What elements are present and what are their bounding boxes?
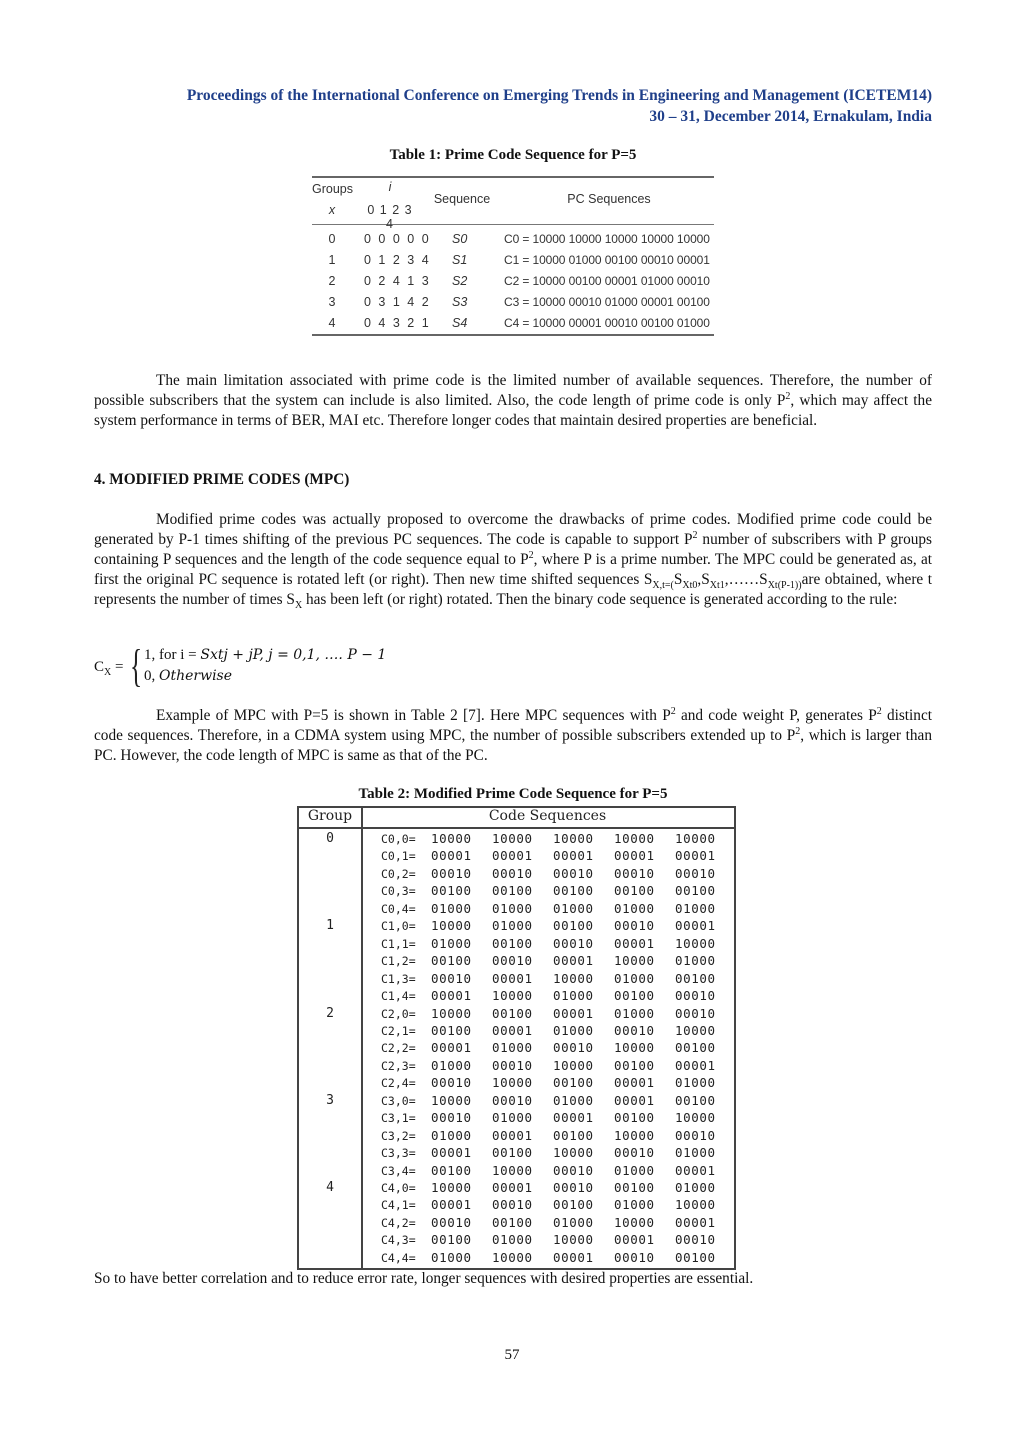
table2-code-chip: 01000 bbox=[614, 1005, 655, 1021]
table2-row bbox=[381, 1023, 727, 1040]
table1-cell-seq: S1 bbox=[452, 253, 468, 267]
table2-code-chip: 00001 bbox=[614, 848, 655, 864]
table2-code-chip: 00001 bbox=[492, 848, 533, 864]
table2-code-chip: 00100 bbox=[431, 1162, 472, 1178]
table1-cell-pc: C0 = 10000 10000 10000 10000 10000 bbox=[504, 232, 710, 246]
table2-code-chip: 00100 bbox=[675, 1040, 716, 1056]
table2-code-label: C0,3= bbox=[381, 884, 416, 899]
table2-code-chip: 00100 bbox=[492, 1005, 533, 1021]
table2-code-chip: 00010 bbox=[675, 865, 716, 881]
table2-code-chip: 10000 bbox=[431, 918, 472, 934]
table2-group-label: 1 bbox=[326, 918, 334, 934]
table2-code-chip: 00010 bbox=[492, 953, 533, 969]
table2-row bbox=[381, 1232, 727, 1249]
table2-code-chip: 10000 bbox=[553, 1145, 594, 1161]
table1-col-i: i bbox=[388, 180, 392, 194]
table2-code-chip: 00001 bbox=[675, 1214, 716, 1230]
table2-code-chip: 01000 bbox=[431, 900, 472, 916]
table1-cell-pc: C1 = 10000 01000 00100 00010 00001 bbox=[504, 253, 710, 267]
table2-code-chip: 01000 bbox=[675, 1075, 716, 1091]
table2-code-chip: 10000 bbox=[553, 1232, 594, 1248]
table2-code-chip: 00001 bbox=[431, 848, 472, 864]
table2-row bbox=[381, 1145, 727, 1162]
table2-code-chip: 10000 bbox=[614, 831, 655, 846]
table2-group-label: 0 bbox=[326, 831, 334, 846]
table2-col-group: Group bbox=[307, 808, 353, 824]
table2-code-label: C1,4= bbox=[381, 989, 416, 1004]
table2-code-chip: 00010 bbox=[614, 1249, 655, 1265]
table1-cell-pc: C2 = 10000 00100 00001 01000 00010 bbox=[504, 274, 710, 288]
table2-col-codes: Code Sequences bbox=[488, 808, 607, 824]
table2-code-chip: 00001 bbox=[492, 1127, 533, 1143]
table2-code-label: C0,2= bbox=[381, 866, 416, 881]
table2-code-chip: 00010 bbox=[492, 865, 533, 881]
table2-row bbox=[381, 1128, 727, 1145]
table2-code-label: C3,4= bbox=[381, 1163, 416, 1178]
table2-code-chip: 10000 bbox=[553, 970, 594, 986]
table1-row bbox=[312, 229, 714, 250]
table1-cell-seq: S0 bbox=[452, 232, 468, 246]
table2-code-chip: 00001 bbox=[492, 1180, 533, 1195]
table2-code-chip: 00010 bbox=[553, 1040, 594, 1056]
table1-row bbox=[312, 250, 714, 271]
table2-code-chip: 10000 bbox=[553, 1057, 594, 1073]
table2-code-chip: 00001 bbox=[614, 1092, 655, 1108]
table2-code-chip: 00100 bbox=[492, 883, 533, 899]
table2-row bbox=[381, 1006, 727, 1023]
table2-code-chip: 00001 bbox=[553, 1005, 594, 1021]
table2-code-chip: 01000 bbox=[492, 1110, 533, 1126]
table2-code-chip: 00001 bbox=[675, 848, 716, 864]
table1-col-sequence: Sequence bbox=[433, 192, 491, 206]
table2-group-label: 4 bbox=[326, 1180, 334, 1195]
table1-cell-x: 1 bbox=[328, 253, 336, 267]
table2-row bbox=[381, 883, 727, 900]
table1-col-i-values: 0 1 2 3 4 bbox=[367, 203, 413, 231]
table2-code-label: C1,3= bbox=[381, 971, 416, 986]
table2-code-label: C2,0= bbox=[381, 1006, 416, 1021]
table2-code-chip: 00010 bbox=[492, 1197, 533, 1213]
table2-code-chip: 01000 bbox=[614, 1197, 655, 1213]
table2 bbox=[297, 806, 736, 1270]
table2-code-chip: 10000 bbox=[431, 1092, 472, 1108]
table2-code-chip: 00010 bbox=[675, 1005, 716, 1021]
table2-code-chip: 10000 bbox=[675, 1110, 716, 1126]
table2-code-chip: 01000 bbox=[431, 1057, 472, 1073]
table2-code-chip: 00001 bbox=[553, 1110, 594, 1126]
table1 bbox=[312, 176, 714, 336]
table2-code-label: C4,1= bbox=[381, 1198, 416, 1213]
table2-code-chip: 01000 bbox=[492, 918, 533, 934]
table2-code-chip: 10000 bbox=[492, 1162, 533, 1178]
table2-code-label: C0,4= bbox=[381, 901, 416, 916]
left-brace-icon: { bbox=[130, 640, 143, 691]
paragraph-mpc-description: Modified prime codes was actually proposed to overcome the drawbacks of prime codes. Modified prime code could be generated by P-1 times shifting of the previous PC sequences. The code is capable to support $P^2$ number of subscribers with P groups containing P sequences and the length of the code sequence equal to $P^2$, where P is a prime number. The MPC could be generated as, at first the original PC sequence is rotated left (or right). Then new time shifted sequences $S_{X,t=(}S_{Xt0},S_{Xt1},\dots\dots S_{Xt(P-1))}are$ obtained, where t represents the number of times $S_X$ has been left (or right) rotated. Then the binary code sequence is generated according to the rule: bbox=[94, 511, 932, 612]
table2-code-chip: 01000 bbox=[553, 988, 594, 1004]
formula-lhs: $C_X$ = bbox=[94, 659, 124, 678]
table2-code-chip: 01000 bbox=[675, 953, 716, 969]
table2-row bbox=[381, 831, 727, 848]
table2-header-divider bbox=[299, 827, 734, 829]
table2-row bbox=[381, 1180, 727, 1197]
table2-code-chip: 00001 bbox=[675, 918, 716, 934]
table2-code-chip: 00001 bbox=[492, 1022, 533, 1038]
table2-code-chip: 00001 bbox=[675, 1057, 716, 1073]
table1-col-x: x bbox=[328, 203, 336, 217]
table2-code-chip: 10000 bbox=[553, 831, 594, 846]
table2-code-chip: 00100 bbox=[553, 1127, 594, 1143]
table2-code-label: C1,1= bbox=[381, 936, 416, 951]
table2-code-chip: 01000 bbox=[675, 1180, 716, 1195]
table2-code-chip: 00100 bbox=[492, 1145, 533, 1161]
table2-code-chip: 00010 bbox=[614, 918, 655, 934]
table2-row bbox=[381, 901, 727, 918]
table2-code-label: C2,4= bbox=[381, 1076, 416, 1091]
table2-code-chip: 00001 bbox=[675, 1162, 716, 1178]
table2-code-label: C2,2= bbox=[381, 1041, 416, 1056]
table2-code-label: C2,1= bbox=[381, 1023, 416, 1038]
table1-cell-seq: S4 bbox=[452, 316, 468, 330]
table1-cell-pc: C3 = 10000 00010 01000 00001 00100 bbox=[504, 295, 710, 309]
table1-cell-x: 3 bbox=[328, 295, 336, 309]
table2-code-label: C4,2= bbox=[381, 1215, 416, 1230]
table2-row bbox=[381, 866, 727, 883]
table1-col-pc: PC Sequences bbox=[567, 192, 651, 206]
table2-code-chip: 01000 bbox=[431, 935, 472, 951]
table2-code-chip: 00001 bbox=[431, 1145, 472, 1161]
table1-row bbox=[312, 292, 714, 313]
table1-col-groups: Groups bbox=[312, 182, 353, 196]
table2-group-label: 2 bbox=[326, 1005, 334, 1021]
table2-code-chip: 01000 bbox=[431, 1127, 472, 1143]
table2-code-label: C1,2= bbox=[381, 954, 416, 969]
table2-code-chip: 01000 bbox=[553, 1214, 594, 1230]
table2-code-chip: 01000 bbox=[492, 1040, 533, 1056]
table2-code-chip: 00100 bbox=[614, 883, 655, 899]
table2-code-chip: 01000 bbox=[553, 1092, 594, 1108]
table1-cell-i: 0 4 3 2 1 bbox=[364, 316, 431, 330]
table2-code-chip: 10000 bbox=[614, 1040, 655, 1056]
table2-code-chip: 00010 bbox=[675, 1127, 716, 1143]
table1-cell-i: 0 2 4 1 3 bbox=[364, 274, 431, 288]
table2-code-chip: 00100 bbox=[553, 1197, 594, 1213]
table2-caption: Table 2: Modified Prime Code Sequence for P=5 bbox=[358, 786, 668, 802]
table2-code-chip: 00010 bbox=[614, 1145, 655, 1161]
table2-code-chip: 00100 bbox=[675, 1249, 716, 1265]
formula-case-2: 0, Otherwise bbox=[144, 668, 233, 684]
table2-row bbox=[381, 918, 727, 935]
table2-code-label: C4,0= bbox=[381, 1181, 416, 1195]
table2-code-chip: 00001 bbox=[553, 1249, 594, 1265]
table2-code-chip: 00100 bbox=[431, 953, 472, 969]
table2-code-chip: 00010 bbox=[431, 865, 472, 881]
table2-code-chip: 00001 bbox=[614, 935, 655, 951]
table2-code-chip: 00010 bbox=[553, 1180, 594, 1195]
table2-code-chip: 01000 bbox=[492, 1232, 533, 1248]
table2-code-chip: 00001 bbox=[553, 848, 594, 864]
table2-code-chip: 00010 bbox=[614, 1022, 655, 1038]
table2-code-label: C3,2= bbox=[381, 1128, 416, 1143]
table2-code-chip: 00001 bbox=[431, 1197, 472, 1213]
table2-code-label: C3,3= bbox=[381, 1146, 416, 1161]
table1-cell-pc: C4 = 10000 00001 00010 00100 01000 bbox=[504, 316, 710, 330]
table2-code-chip: 01000 bbox=[614, 970, 655, 986]
table2-row bbox=[381, 1093, 727, 1110]
table1-row bbox=[312, 313, 714, 334]
table2-code-chip: 10000 bbox=[492, 1249, 533, 1265]
table2-code-label: C3,0= bbox=[381, 1093, 416, 1108]
table2-code-chip: 00100 bbox=[614, 1057, 655, 1073]
table2-code-label: C0,1= bbox=[381, 849, 416, 864]
table2-code-chip: 00100 bbox=[431, 1022, 472, 1038]
table2-code-chip: 01000 bbox=[431, 1249, 472, 1265]
table1-cell-seq: S2 bbox=[452, 274, 468, 288]
table2-row bbox=[381, 953, 727, 970]
section-heading-mpc: 4. MODIFIED PRIME CODES (MPC) bbox=[94, 471, 350, 488]
table2-code-chip: 01000 bbox=[553, 1022, 594, 1038]
table1-cell-x: 2 bbox=[328, 274, 336, 288]
table1-cell-x: 0 bbox=[328, 232, 336, 246]
table2-row bbox=[381, 1110, 727, 1127]
table2-code-chip: 10000 bbox=[614, 953, 655, 969]
table2-code-chip: 00100 bbox=[614, 988, 655, 1004]
table2-code-chip: 01000 bbox=[553, 900, 594, 916]
table2-code-chip: 01000 bbox=[492, 900, 533, 916]
table1-cell-x: 4 bbox=[328, 316, 336, 330]
table2-code-chip: 00100 bbox=[614, 1180, 655, 1195]
table2-code-chip: 00010 bbox=[431, 1110, 472, 1126]
table2-code-chip: 00100 bbox=[492, 1214, 533, 1230]
table2-code-chip: 00100 bbox=[614, 1110, 655, 1126]
table1-row bbox=[312, 271, 714, 292]
table2-code-chip: 00100 bbox=[431, 1232, 472, 1248]
table2-code-chip: 00010 bbox=[492, 1057, 533, 1073]
table2-row bbox=[381, 1040, 727, 1057]
table2-code-chip: 10000 bbox=[614, 1214, 655, 1230]
header-line-1: Proceedings of the International Conference on Emerging Trends in Engineering and Management (ICETEM14) bbox=[186, 87, 932, 104]
table2-code-chip: 00010 bbox=[553, 935, 594, 951]
table2-code-label: C2,3= bbox=[381, 1058, 416, 1073]
table2-row bbox=[381, 1163, 727, 1180]
table2-code-label: C4,3= bbox=[381, 1233, 416, 1248]
table2-code-chip: 01000 bbox=[614, 900, 655, 916]
table2-code-chip: 00010 bbox=[431, 970, 472, 986]
table2-code-label: C1,0= bbox=[381, 919, 416, 934]
table2-row bbox=[381, 1250, 727, 1267]
table2-code-chip: 10000 bbox=[675, 1197, 716, 1213]
table2-code-chip: 00001 bbox=[492, 970, 533, 986]
table2-code-label: C0,0= bbox=[381, 832, 416, 846]
table2-code-chip: 00001 bbox=[553, 953, 594, 969]
formula-case-1: 1, for i = Sxtj + jP, j = 0,1, …. P − 1 bbox=[144, 647, 387, 663]
table2-code-chip: 00010 bbox=[553, 865, 594, 881]
table2-row bbox=[381, 988, 727, 1005]
table2-row bbox=[381, 1075, 727, 1092]
table2-group-label: 3 bbox=[326, 1092, 334, 1108]
table2-code-chip: 00001 bbox=[614, 1232, 655, 1248]
table2-row bbox=[381, 971, 727, 988]
table2-code-chip: 10000 bbox=[431, 1005, 472, 1021]
table1-cell-i: 0 0 0 0 0 bbox=[364, 232, 431, 246]
table2-code-chip: 00100 bbox=[553, 883, 594, 899]
table2-code-chip: 00100 bbox=[431, 883, 472, 899]
table2-code-chip: 01000 bbox=[675, 900, 716, 916]
table2-code-chip: 00010 bbox=[675, 988, 716, 1004]
table2-code-chip: 10000 bbox=[492, 988, 533, 1004]
header-line-2: 30 – 31, December 2014, Ernakulam, India bbox=[649, 108, 932, 125]
table2-code-chip: 10000 bbox=[614, 1127, 655, 1143]
table2-code-chip: 10000 bbox=[675, 935, 716, 951]
table2-code-chip: 00100 bbox=[553, 1075, 594, 1091]
table2-code-chip: 00001 bbox=[614, 1075, 655, 1091]
table1-caption: Table 1: Prime Code Sequence for P=5 bbox=[389, 147, 637, 163]
table2-code-chip: 00010 bbox=[675, 1232, 716, 1248]
table2-row bbox=[381, 936, 727, 953]
table1-header bbox=[312, 178, 714, 231]
conference-header bbox=[94, 85, 932, 127]
table2-code-chip: 00010 bbox=[553, 1162, 594, 1178]
table1-cell-i: 0 1 2 3 4 bbox=[364, 253, 431, 267]
table2-code-chip: 00010 bbox=[431, 1075, 472, 1091]
table2-row bbox=[381, 1197, 727, 1214]
table2-code-chip: 00100 bbox=[675, 1092, 716, 1108]
table2-code-chip: 00100 bbox=[675, 970, 716, 986]
table2-column-divider bbox=[361, 808, 363, 1268]
paragraph-mpc-example: Example of MPC with P=5 is shown in Table 2 [7]. Here MPC sequences with $P^2$ and code weight P, generates $P^2$ distinct code sequences. Therefore, in a CDMA system using MPC, the number of possible subscribers extended up to $P^2$, which is larger than PC. However, the code length of MPC is same as that of the PC. bbox=[94, 705, 932, 764]
table2-code-chip: 10000 bbox=[492, 1075, 533, 1091]
table2-code-chip: 10000 bbox=[431, 1180, 472, 1195]
table2-code-chip: 00001 bbox=[431, 1040, 472, 1056]
table2-code-chip: 00100 bbox=[553, 918, 594, 934]
table2-code-chip: 10000 bbox=[492, 831, 533, 846]
table2-code-chip: 01000 bbox=[614, 1162, 655, 1178]
table1-cell-seq: S3 bbox=[452, 295, 468, 309]
table2-code-chip: 00001 bbox=[431, 988, 472, 1004]
table1-cell-i: 0 3 1 4 2 bbox=[364, 295, 431, 309]
table2-code-chip: 10000 bbox=[675, 1022, 716, 1038]
page-number: 57 bbox=[504, 1347, 520, 1363]
table2-row bbox=[381, 1058, 727, 1075]
table2-code-chip: 00100 bbox=[492, 935, 533, 951]
table2-code-chip: 00010 bbox=[431, 1214, 472, 1230]
closing-sentence: So to have better correlation and to reduce error rate, longer sequences with desired properties are essential. bbox=[94, 1270, 754, 1287]
table2-row bbox=[381, 1215, 727, 1232]
paragraph-prime-code-limitation: The main limitation associated with prime code is the limited number of available sequences. Therefore, the number of possible subscribers that the system can include is also limited. Also, the code length of prime code is only $P^2$, which may affect the system performance in terms of BER, MAI etc. Therefore longer codes that maintain desired properties are beneficial. bbox=[94, 372, 932, 429]
table2-code-chip: 00010 bbox=[614, 865, 655, 881]
table2-code-chip: 00100 bbox=[675, 883, 716, 899]
table2-code-chip: 00010 bbox=[492, 1092, 533, 1108]
table2-code-label: C3,1= bbox=[381, 1111, 416, 1126]
table2-code-chip: 10000 bbox=[675, 831, 716, 846]
table2-code-chip: 10000 bbox=[431, 831, 472, 846]
table2-code-chip: 01000 bbox=[675, 1145, 716, 1161]
table2-code-label: C4,4= bbox=[381, 1250, 416, 1265]
table2-row bbox=[381, 848, 727, 865]
